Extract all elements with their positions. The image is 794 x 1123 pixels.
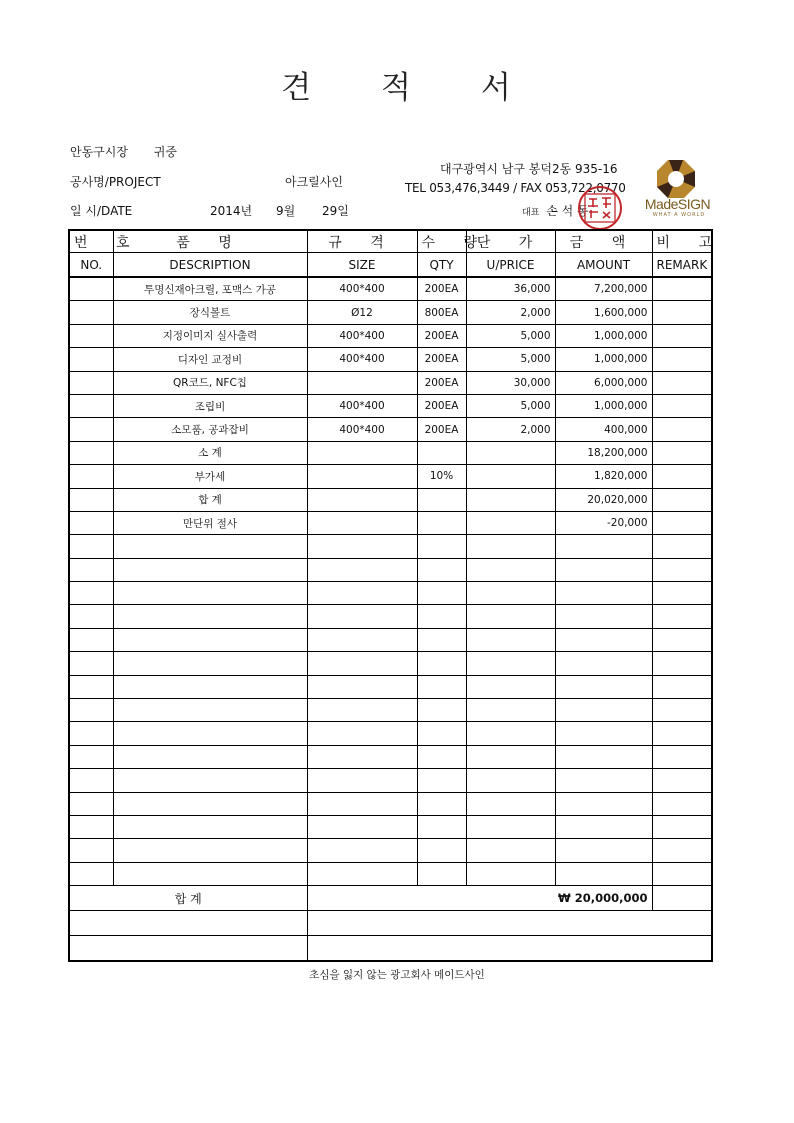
empty-row	[69, 628, 712, 651]
grand-total-value: ₩ 20,000,000	[307, 886, 652, 911]
company-rep-name: 손 석 동	[546, 204, 589, 218]
cell-description	[113, 722, 307, 745]
cell-size	[307, 815, 417, 838]
cell-remark	[652, 815, 712, 838]
company-address: 대구광역시 남구 봉덕2동 935-16	[440, 162, 618, 176]
cell-amount: -20,000	[555, 511, 652, 534]
cell-amount	[555, 699, 652, 722]
cell-unit-price	[466, 441, 555, 464]
cell-unit-price	[466, 558, 555, 581]
cell-remark	[652, 441, 712, 464]
cell-qty	[417, 675, 466, 698]
cell-unit-price	[466, 535, 555, 558]
cell-unit-price	[466, 792, 555, 815]
cell-no	[69, 839, 113, 862]
note-label-cell	[69, 911, 307, 936]
cell-description	[113, 582, 307, 605]
cell-remark	[652, 277, 712, 301]
cell-no	[69, 371, 113, 394]
cell-qty	[417, 582, 466, 605]
note-value-cell	[307, 936, 712, 962]
cell-size	[307, 605, 417, 628]
cell-size	[307, 628, 417, 651]
grand-total-label: 합 계	[69, 886, 307, 911]
cell-no	[69, 441, 113, 464]
cell-unit-price	[466, 652, 555, 675]
cell-description	[113, 839, 307, 862]
cell-description: 투명신재아크릴, 포맥스 가공	[113, 277, 307, 301]
cell-remark	[652, 862, 712, 885]
cell-amount: 1,000,000	[555, 348, 652, 371]
cell-remark	[652, 371, 712, 394]
cell-amount: 20,020,000	[555, 488, 652, 511]
header-price-ko: 단 가	[466, 230, 555, 253]
cell-no	[69, 862, 113, 885]
header-desc-en: DESCRIPTION	[113, 253, 307, 278]
header-row-english	[69, 253, 712, 278]
cell-remark	[652, 605, 712, 628]
header-qty-en: QTY	[417, 253, 466, 278]
cell-no	[69, 301, 113, 324]
cell-remark	[652, 628, 712, 651]
table-row	[69, 488, 712, 511]
date-label: 일 시/DATE	[70, 204, 133, 218]
cell-remark	[652, 745, 712, 768]
table-row	[69, 511, 712, 534]
cell-remark	[652, 675, 712, 698]
cell-no	[69, 745, 113, 768]
cell-unit-price	[466, 769, 555, 792]
cell-amount	[555, 535, 652, 558]
cell-qty: 800EA	[417, 301, 466, 324]
cell-no	[69, 652, 113, 675]
cell-qty	[417, 722, 466, 745]
cell-amount: 400,000	[555, 418, 652, 441]
cell-qty	[417, 441, 466, 464]
cell-size	[307, 488, 417, 511]
note-value-cell	[307, 911, 712, 936]
cell-qty: 10%	[417, 465, 466, 488]
empty-row	[69, 605, 712, 628]
cell-remark	[652, 839, 712, 862]
cell-size	[307, 465, 417, 488]
cell-amount	[555, 628, 652, 651]
cell-amount	[555, 769, 652, 792]
cell-no	[69, 769, 113, 792]
cell-unit-price	[466, 699, 555, 722]
cell-unit-price	[466, 839, 555, 862]
cell-no	[69, 465, 113, 488]
cell-remark	[652, 699, 712, 722]
cell-unit-price	[466, 488, 555, 511]
cell-description: 소모품, 공과잡비	[113, 418, 307, 441]
cell-size: Ø12	[307, 301, 417, 324]
cell-remark	[652, 511, 712, 534]
cell-qty	[417, 628, 466, 651]
cell-size	[307, 511, 417, 534]
cell-no	[69, 722, 113, 745]
cell-remark	[652, 465, 712, 488]
note-row	[69, 936, 712, 962]
cell-qty	[417, 652, 466, 675]
cell-size	[307, 769, 417, 792]
cell-qty	[417, 511, 466, 534]
cell-no	[69, 699, 113, 722]
cell-size: 400*400	[307, 324, 417, 347]
cell-no	[69, 605, 113, 628]
cell-unit-price	[466, 745, 555, 768]
cell-size	[307, 441, 417, 464]
header-size-en: SIZE	[307, 253, 417, 278]
cell-amount	[555, 652, 652, 675]
cell-unit-price: 36,000	[466, 277, 555, 301]
cell-size	[307, 558, 417, 581]
header-amount-en: AMOUNT	[555, 253, 652, 278]
cell-size	[307, 535, 417, 558]
cell-description	[113, 699, 307, 722]
cell-amount	[555, 582, 652, 605]
header-no-en: NO.	[69, 253, 113, 278]
cell-remark	[652, 652, 712, 675]
cell-remark	[652, 301, 712, 324]
cell-unit-price	[466, 465, 555, 488]
cell-qty: 200EA	[417, 324, 466, 347]
cell-qty: 200EA	[417, 348, 466, 371]
cell-amount	[555, 605, 652, 628]
table-row	[69, 394, 712, 417]
footer-slogan: 초심을 잃지 않는 광고회사 메이드사인	[309, 969, 485, 981]
cell-unit-price: 2,000	[466, 301, 555, 324]
cell-amount: 18,200,000	[555, 441, 652, 464]
cell-remark	[652, 394, 712, 417]
quotation-table	[68, 229, 724, 962]
cell-remark	[652, 535, 712, 558]
grand-total-row	[69, 886, 712, 911]
cell-remark	[652, 418, 712, 441]
cell-description	[113, 628, 307, 651]
cell-amount	[555, 815, 652, 838]
cell-unit-price	[466, 582, 555, 605]
cell-description	[113, 675, 307, 698]
grand-total-blank	[652, 886, 712, 911]
cell-qty	[417, 535, 466, 558]
cell-amount	[555, 722, 652, 745]
logo-text: MadeSIGN	[644, 196, 711, 212]
cell-size	[307, 792, 417, 815]
cell-qty: 200EA	[417, 371, 466, 394]
table-row	[69, 418, 712, 441]
cell-remark	[652, 769, 712, 792]
empty-row	[69, 792, 712, 815]
cell-description: 장식볼트	[113, 301, 307, 324]
cell-description	[113, 815, 307, 838]
cell-description: 조립비	[113, 394, 307, 417]
date-month: 9월	[276, 204, 296, 218]
cell-unit-price	[466, 815, 555, 838]
header-amount-ko: 금 액	[555, 230, 652, 253]
header-desc-ko: 품 명	[113, 230, 307, 253]
cell-amount: 1,600,000	[555, 301, 652, 324]
header-no-ko: 번 호	[69, 230, 113, 253]
cell-description: 디자인 교정비	[113, 348, 307, 371]
recipient	[70, 143, 177, 160]
cell-amount: 7,200,000	[555, 277, 652, 301]
cell-unit-price	[466, 862, 555, 885]
cell-unit-price	[466, 675, 555, 698]
cell-description	[113, 862, 307, 885]
cell-no	[69, 675, 113, 698]
empty-row	[69, 862, 712, 885]
header-size-ko: 규 격	[307, 230, 417, 253]
project-value: 아크릴사인	[285, 175, 343, 189]
cell-size	[307, 675, 417, 698]
empty-row	[69, 815, 712, 838]
empty-row	[69, 535, 712, 558]
empty-row	[69, 675, 712, 698]
cell-size	[307, 722, 417, 745]
cell-qty	[417, 558, 466, 581]
cell-size: 400*400	[307, 394, 417, 417]
cell-size	[307, 582, 417, 605]
cell-amount: 6,000,000	[555, 371, 652, 394]
empty-row	[69, 558, 712, 581]
table-row	[69, 371, 712, 394]
table-row	[69, 348, 712, 371]
cell-size: 400*400	[307, 348, 417, 371]
cell-unit-price	[466, 722, 555, 745]
cell-size	[307, 839, 417, 862]
cell-remark	[652, 488, 712, 511]
cell-description: 합 계	[113, 488, 307, 511]
recipient-name: 안동구시장	[70, 145, 128, 159]
cell-no	[69, 488, 113, 511]
cell-description	[113, 792, 307, 815]
cell-qty	[417, 769, 466, 792]
cell-unit-price: 2,000	[466, 418, 555, 441]
cell-unit-price	[466, 511, 555, 534]
header-qty-ko: 수 량	[417, 230, 466, 253]
cell-amount	[555, 862, 652, 885]
cell-remark	[652, 558, 712, 581]
cell-amount	[555, 839, 652, 862]
cell-remark	[652, 324, 712, 347]
cell-amount	[555, 675, 652, 698]
recipient-suffix: 귀중	[153, 145, 177, 159]
cell-qty	[417, 699, 466, 722]
cell-qty	[417, 862, 466, 885]
table-row	[69, 441, 712, 464]
cell-no	[69, 535, 113, 558]
empty-row	[69, 769, 712, 792]
table-row	[69, 465, 712, 488]
company-seal-stamp	[575, 184, 625, 232]
table-row	[69, 277, 712, 301]
date-day: 29일	[322, 204, 349, 218]
cell-description: 부가세	[113, 465, 307, 488]
cell-amount: 1,000,000	[555, 394, 652, 417]
empty-row	[69, 745, 712, 768]
empty-row	[69, 652, 712, 675]
cell-qty	[417, 745, 466, 768]
header-row-korean	[69, 230, 712, 253]
cell-description	[113, 605, 307, 628]
cell-amount	[555, 745, 652, 768]
cell-amount: 1,820,000	[555, 465, 652, 488]
cell-qty	[417, 792, 466, 815]
cell-description: QR코드, NFC칩	[113, 371, 307, 394]
cell-size: 400*400	[307, 277, 417, 301]
cell-no	[69, 277, 113, 301]
cell-no	[69, 394, 113, 417]
cell-description	[113, 535, 307, 558]
cell-remark	[652, 722, 712, 745]
document-title: 견 적 서	[281, 70, 513, 106]
cell-amount: 1,000,000	[555, 324, 652, 347]
cell-unit-price	[466, 605, 555, 628]
cell-description: 소 계	[113, 441, 307, 464]
cell-unit-price: 5,000	[466, 394, 555, 417]
cell-no	[69, 511, 113, 534]
cell-no	[69, 792, 113, 815]
header-remark-ko: 비 고	[652, 230, 712, 253]
cell-size	[307, 699, 417, 722]
cell-size	[307, 862, 417, 885]
header-price-en: U/PRICE	[466, 253, 555, 278]
cell-description	[113, 745, 307, 768]
cell-qty	[417, 605, 466, 628]
cell-qty	[417, 839, 466, 862]
table-row	[69, 324, 712, 347]
cell-size	[307, 652, 417, 675]
cell-amount	[555, 558, 652, 581]
cell-no	[69, 815, 113, 838]
empty-row	[69, 839, 712, 862]
date-year: 2014년	[210, 204, 253, 218]
cell-remark	[652, 348, 712, 371]
cell-description	[113, 558, 307, 581]
cell-unit-price: 30,000	[466, 371, 555, 394]
cell-description	[113, 652, 307, 675]
empty-row	[69, 582, 712, 605]
company-rep-label: 대표	[522, 208, 540, 218]
project-label: 공사명/PROJECT	[70, 175, 161, 189]
cell-size: 400*400	[307, 418, 417, 441]
company-tel-fax: TEL 053,476,3449 / FAX 053,722,0770	[405, 181, 626, 195]
cell-description: 지정이미지 실사출력	[113, 324, 307, 347]
logo-subtext: WHAT A WORLD	[652, 212, 706, 218]
cell-qty: 200EA	[417, 277, 466, 301]
cell-no	[69, 582, 113, 605]
cell-qty: 200EA	[417, 418, 466, 441]
empty-row	[69, 699, 712, 722]
cell-size	[307, 745, 417, 768]
cell-unit-price: 5,000	[466, 348, 555, 371]
cell-description: 만단위 절사	[113, 511, 307, 534]
cell-unit-price: 5,000	[466, 324, 555, 347]
cell-qty	[417, 815, 466, 838]
cell-qty: 200EA	[417, 394, 466, 417]
cell-size	[307, 371, 417, 394]
cell-remark	[652, 792, 712, 815]
header-remark-en: REMARK	[652, 253, 712, 278]
cell-no	[69, 348, 113, 371]
cell-unit-price	[466, 628, 555, 651]
cell-no	[69, 418, 113, 441]
table-row	[69, 301, 712, 324]
cell-no	[69, 324, 113, 347]
cell-qty	[417, 488, 466, 511]
cell-amount	[555, 792, 652, 815]
note-row	[69, 911, 712, 936]
note-label-cell	[69, 936, 307, 962]
cell-remark	[652, 582, 712, 605]
cell-description	[113, 769, 307, 792]
cell-no	[69, 558, 113, 581]
empty-row	[69, 722, 712, 745]
cell-no	[69, 628, 113, 651]
